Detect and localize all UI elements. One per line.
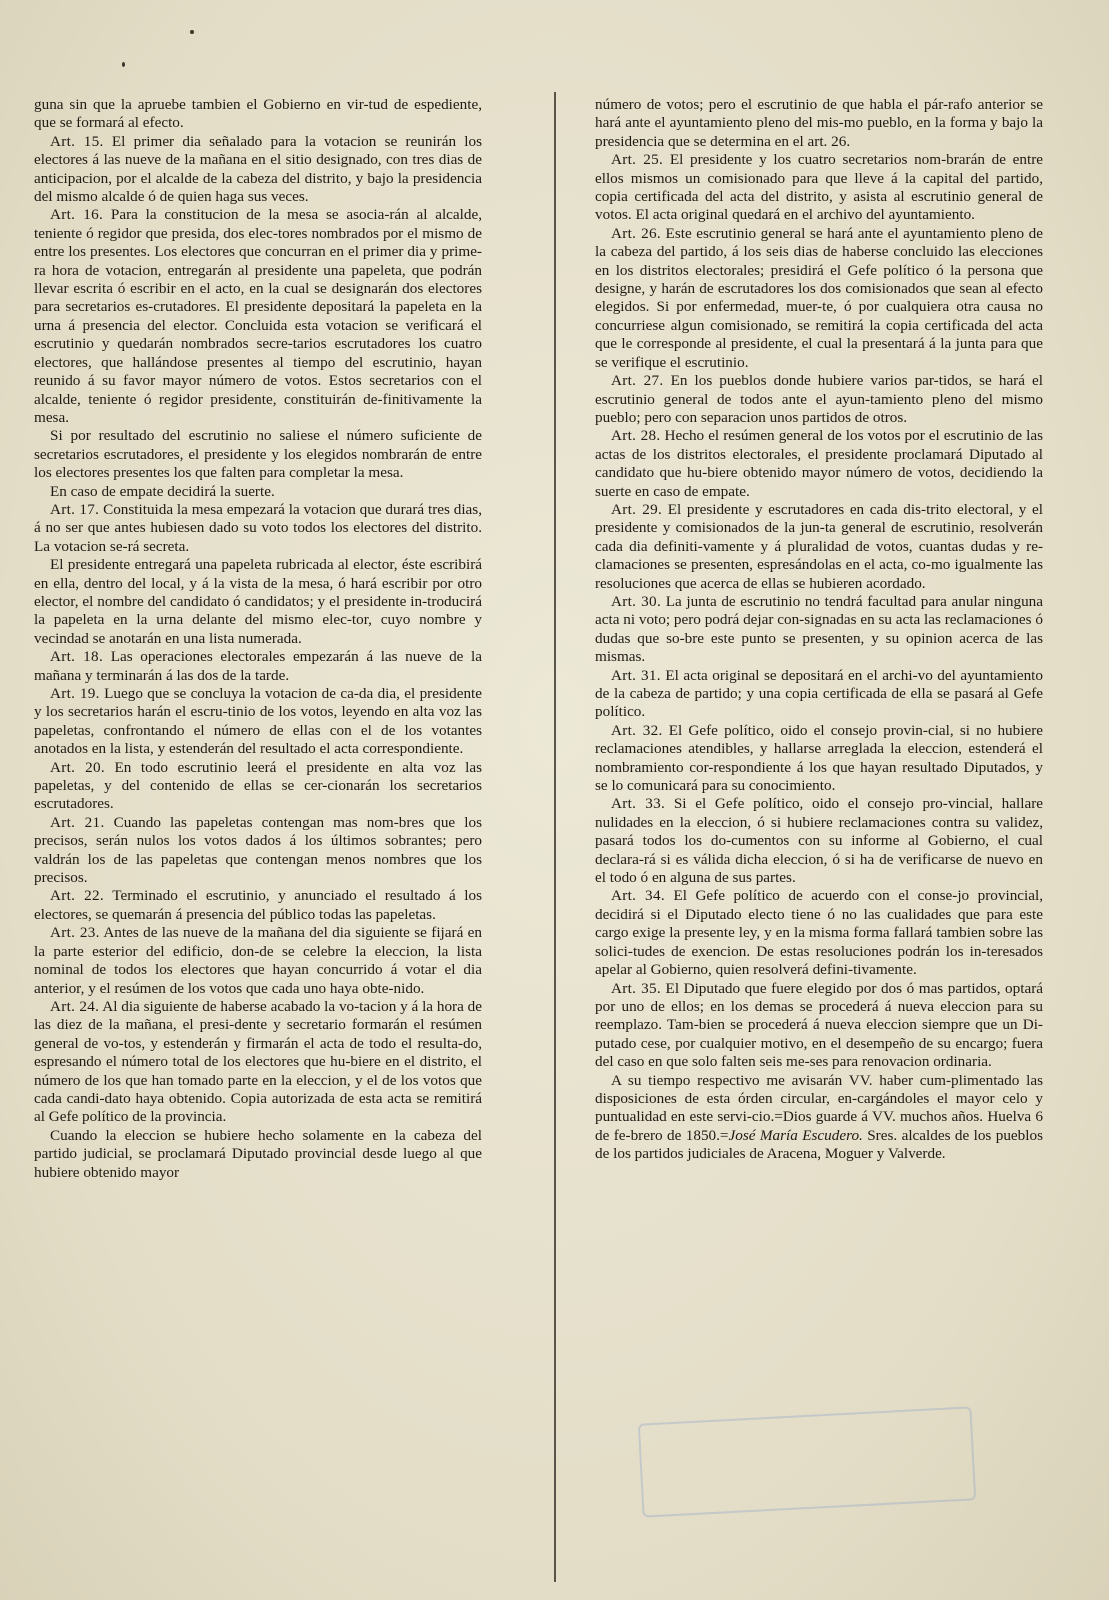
column-rule [554,92,556,1582]
article-number: Art. 33. [611,795,666,813]
article-paragraph [34,206,482,427]
article-number: Art. 28. [611,427,661,445]
article-paragraph [595,593,1043,667]
article-paragraph [34,814,482,888]
article-paragraph [34,998,482,1127]
article-number: Art. 29. [611,500,663,518]
article-number: Art. 26. [611,224,661,242]
paragraph-text: En caso de empate decidirá la suerte. [50,482,275,500]
paragraph-text: número de votos; pero el escrutinio de que habla el pár-rafo anterior se hará ante el ayuntamiento pleno del mis-mo pueblo, en la forma y bajo la presidencia que se determina en el art. 26. [595,96,1043,150]
article-paragraph [34,759,482,814]
article-number: Art. 34. [611,887,665,905]
signature-name: José María Escudero. [728,1126,863,1144]
article-paragraph [34,648,482,685]
article-number: Art. 22. [50,887,104,905]
article-number: Art. 19. [50,685,100,702]
paragraph [34,1127,482,1182]
faded-stamp-mark [638,1406,976,1517]
article-paragraph [34,924,482,998]
article-paragraph [595,795,1043,887]
paragraph-text: Si por resultado del escrutinio no saliese el número suficiente de secretarios escrutadores, el presidente y los elegidos nombrarán de entre los electores presentes los que falten para completar la mesa. [34,427,482,482]
paragraph-text: Cuando la eleccion se hubiere hecho solamente en la cabeza del partido judicial, se proclamará Diputado provincial desde luego al que hubiere obtenido mayor [34,1126,482,1181]
paragraph-text: Cuando las papeletas contengan mas nom-bres que los precisos, serán nulos los votos dados á los últimos sobrantes; pero valdrán los de las papeletas que contengan menos nombres que los precisos. [34,813,482,887]
article-number: Art. 25. [611,151,664,169]
paragraph-text: El primer dia señalado para la votacion se reunirán los electores á las nueve de la mañana en el sitio designado, con tres dias de anticipacion, por el alcalde de la cabeza del distrito, y bajo la presidencia del mismo alcalde ó de quien haga sus veces. [34,132,483,206]
paragraph-text: Constituida la mesa empezará la votacion que durará tres dias, á no ser que antes hubiesen dado su voto todos los electores del distrito. La votacion se-rá secreta. [34,500,482,555]
paragraph-text: El Gefe político, oido el consejo provin-cial, si no hubiere reclamaciones atendibles, y hallarse arreglada la eleccion, estenderá el nombramiento cor-respondiente á los que hayan resultado Diputados, y se lo comunicará para su conocimiento. [595,721,1043,795]
paragraph-text: El Gefe político de acuerdo con el conse-jo provincial, decidirá si el Diputado electo tiene ó no las cualidades que para este cargo exige la presente ley, y en la misma forma fallará tambien sobre las solici-tudes de exencion. De estas resoluciones podrán los in-teresados apelar al Gobierno, quien resolverá defini-tivamente. [595,887,1044,979]
paragraph-text: guna sin que la apruebe tambien el Gobierno en vir-tud de espediente, que se formará al efecto. [34,96,482,132]
paragraph-text: Antes de las nueve de la mañana del dia siguiente se fijará en la parte esterior del edificio, don-de se celebre la eleccion, la lista nominal de todos los electores que hayan concurrido á votar el dia anterior, y el resúmen de los votos que cada uno haya obte-nido. [34,924,482,997]
paragraph-text: El Diputado que fuere elegido por dos ó mas partidos, optará por uno de ellos; en los demas se procederá á nueva eleccion para su reemplazo. Tam-bien se procederá á nueva eleccion siempre que un Di-putado cese, por cualquier motivo, en el desempeño de su encargo; fuera del caso en que solo falten seis me-ses para renovacion ordinaria. [595,979,1043,1071]
paragraph-text: En los pueblos donde hubiere varios par-tidos, se hará el escrutinio general de todos ante el ayun-tamiento pleno del mismo pueblo; pero con separacion unos partidos de otros. [595,372,1044,426]
paragraph-text: Al dia siguiente de haberse acabado la vo-tacion y á la hora de las diez de la mañana, el presi-dente y secretario formarán el resúmen general de vo-tos, y estenderán y firmarán el acta de todo el resulta-do, espresando el número total de los electores que hu-biere en el distrito, el número de los que han tomado parte en la eleccion, y el de los votos que cada candi-dato haya obtenido. Copia autorizada de esta acta se remitirá al Gefe político de la provincia. [34,997,482,1126]
article-paragraph [595,722,1043,796]
paragraph [34,483,482,501]
article-number: Art. 35. [611,979,661,997]
article-paragraph [34,685,482,759]
paragraph-text: En todo escrutinio leerá el presidente en alta voz las papeletas, y del contenido de ellas se cer-cionarán los secretarios escrutadores. [34,758,482,813]
article-paragraph [34,133,482,207]
paragraph-text: El presidente y escrutadores en cada dis-trito electoral, y el presidente y comisionados de la jun-ta general de escrutinio, resolverán cada dia definiti-vamente y á pluralidad de votos, cuantas dudas y re-clamaciones se presenten, espresándolas en el acta, co-mo igualmente las resoluciones que acerca de ellas se hubieren acordado. [595,500,1043,592]
paragraph [34,556,482,648]
article-number: Art. 27. [611,372,664,390]
article-number: Art. 15. [50,132,104,150]
article-paragraph [595,151,1043,225]
paragraph-text: El presidente entregará una papeleta rubricada al elector, éste escribirá en ella, dentro del local, y á la vista de la mesa, ó hará escribir por otro elector, el nombre del candidato ó candidatos; y el presidente in-troducirá la papeleta en la urna delante del mismo elec-tor, cuyo nombre y vecindad se anotarán en una lista numerada. [34,556,482,647]
article-paragraph [595,225,1043,372]
article-number: Art. 20. [50,758,105,776]
article-paragraph [595,887,1043,979]
article-number: Art. 23. [50,924,100,942]
paragraph [595,1072,1043,1164]
paragraph-text: Terminado el escrutinio, y anunciado el resultado á los electores, se quemarán á presencia del público todas las papeletas. [34,887,482,923]
article-number: Art. 31. [611,666,661,684]
paragraph-text: Para la constitucion de la mesa se asocia-rán al alcalde, teniente ó regidor que presida, dos elec-tores nombrados por el mismo de entre los presentes. Los electores que concurran en el primer dia y prime-ra hora de votacion, entregarán al presidente una papeleta, que podrán llevar escrita ó escribir en el acto, en la cual se designarán dos electores para secretarios es-crutadores. El presidente depositará la papeleta en la urna á presencia del elector. Concluida esta votacion se verificará el escrutinio y quedarán nombrados secre-tarios escrutadores los cuatro electores, que hallándose presentes al tiempo del escrutinio, hayan reunido á su favor mayor número de votos. Estos secretarios con el alcalde, teniente ó regidor presidente, constituirán de-finitivamente la mesa. [34,206,482,426]
article-number: Art. 18. [50,648,104,666]
right-column [595,96,1043,1164]
article-number: Art. 16. [50,206,104,224]
article-number: Art. 32. [611,721,663,739]
paragraph-text: Hecho el resúmen general de los votos por el escrutinio de las actas de los distritos electorales, el presidente proclamará Diputado al candidato que hu-biere obtenido mayor número de votos, decidiendo la suerte en caso de empate. [595,427,1043,500]
article-paragraph [595,501,1043,593]
paragraph-text: A su tiempo respectivo me avisarán VV. haber cum-plimentado las disposiciones de esta órden circular, en-cargándoles el mayor celo y puntualidad en este servi-cio.=Dios guarde á VV. muchos años. Huelva 6 de fe-brero de 1850.= [595,1071,1043,1144]
left-column [34,96,482,1182]
paragraph [595,96,1043,151]
paragraph-text: El acta original se depositará en el archi-vo del ayuntamiento de la cabeza de partido; y una copia certificada de ella se pasará al Gefe político. [595,666,1043,721]
paragraph-text: El presidente y los cuatro secretarios nom-brarán de entre ellos mismos un comisionado para que lleve á la capital del partido, copia certificada del acta del distrito, y asista al escrutinio general de votos. El acta original quedará en el archivo del ayuntamiento. [595,151,1044,224]
paragraph-text: Este escrutinio general se hará ante el ayuntamiento pleno de la cabeza del partido, á los seis dias de haberse concluido las elecciones en los distritos electorales; presidirá el Gefe político ó la persona que designe, y harán de escrutadores los dos comisionados que sean al efecto elegidos. Si por enfermedad, muer-te, ó por cualquiera otra causa no concurriese algun comisionado, se remitirá la copia certificada del acta que le corresponde al presidente, el cual la presentará á la junta para que se verifique el escrutinio. [595,224,1043,371]
article-number: Art. 17. [50,500,100,518]
paragraph [34,96,482,133]
article-number: Art. 21. [50,813,105,831]
article-paragraph [595,667,1043,722]
article-paragraph [595,372,1043,427]
article-paragraph [595,980,1043,1072]
paragraph-text: La junta de escrutinio no tendrá facultad para anular ninguna acta ni voto; pero podrá dejar con-signadas en su acta las reclamaciones ó dudas que so-bre este punto se presenten, y su opinion acerca de las mismas. [595,592,1044,666]
paragraph-text: Luego que se concluya la votacion de ca-da dia, el presidente y los secretarios harán el escru-tinio de los votos, leyendo en alta voz las papeletas, confrontando el número de ellas con el de los votantes anotados en la lista, y estenderán del resultado el acta correspondiente. [34,685,483,758]
article-paragraph [595,427,1043,501]
paragraph-text: Las operaciones electorales empezarán á las nueve de la mañana y terminarán á las dos de la tarde. [34,648,482,684]
article-number: Art. 24. [50,997,100,1015]
paragraph [34,427,482,482]
paragraph-text: Si el Gefe político, oido el consejo pro-vincial, hallare nulidades en la eleccion, ó si hubiere reclamaciones contra su validez, pasará todos los do-cumentos con su informe al Gobierno, el cual declara-rá si es válida dicha eleccion, ó si ha de verificarse de nuevo en el todo ó en alguna de sus partes. [595,795,1043,887]
article-paragraph [34,887,482,924]
article-number: Art. 30. [611,592,662,610]
addressees-text: Sres. alcaldes de los pueblos de los partidos judiciales de Aracena, Moguer y Valverde. [595,1126,1043,1163]
article-paragraph [34,501,482,556]
